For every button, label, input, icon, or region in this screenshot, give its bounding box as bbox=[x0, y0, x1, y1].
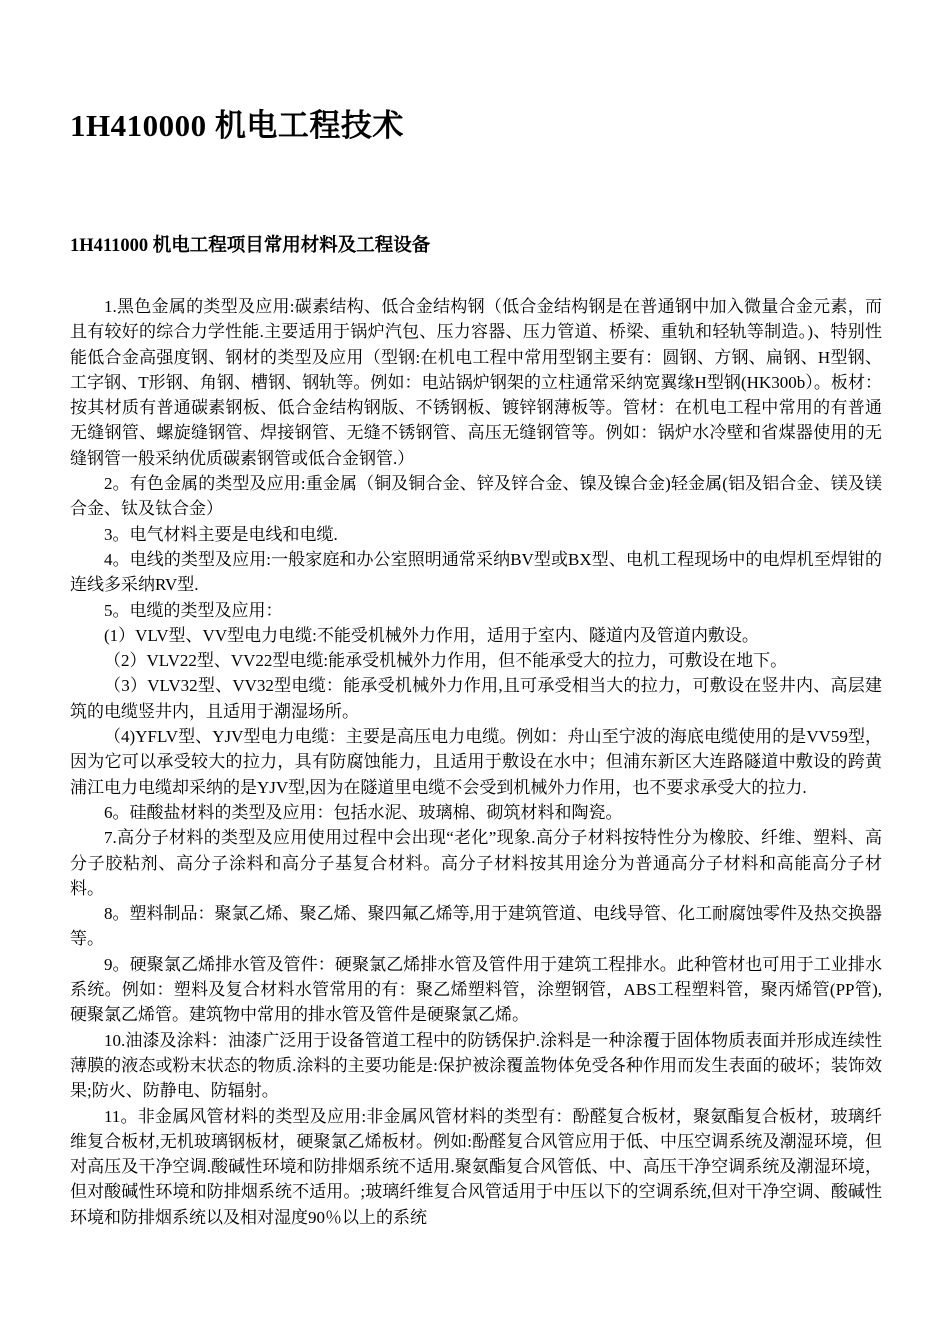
body-text bbox=[70, 294, 882, 1230]
paragraph-polymer-materials: 7.高分子材料的类型及应用使用过程中会出现“老化”现象.高分子材料按特性分为橡胶、纤维、塑料、高分子胶粘剂、高分子涂料和高分子基复合材料。高分子材料按其用途分为普通高分子材料和高能高分子材料。 bbox=[70, 828, 882, 898]
paragraph-cable-vlv32: （3）VLV32型、VV32型电缆：能承受机械外力作用,且可承受相当大的拉力，可敷设在竖井内、高层建筑的电缆竖井内，且适用于潮湿场所。 bbox=[70, 676, 882, 721]
paragraph-cable-types: 5。电缆的类型及应用： bbox=[104, 600, 283, 620]
paragraph-wire-types: 4。电线的类型及应用:一般家庭和办公室照明通常采纳BV型或BX型、电机工程现场中的电焊机至焊钳的连线多采纳RV型. bbox=[70, 549, 882, 595]
paragraph-cable-vlv-vv: (1）VLV型、VV型电力电缆:不能受机械外力作用，适用于室内、隧道内及管道内敷设。 bbox=[104, 625, 759, 645]
paragraph-plastic-products: 8。塑料制品：聚氯乙烯、聚乙烯、聚四氟乙烯等,用于建筑管道、电线导管、化工耐腐蚀零件及热交换器等。 bbox=[70, 904, 882, 949]
paragraph-pvc-drain-pipes: 9。硬聚氯乙烯排水管及管件：硬聚氯乙烯排水管及管件用于建筑工程排水。此种管材也可用于工业排水系统。例如：塑料及复合材料水管常用的有：聚乙烯塑料管，涂塑钢管，ABS工程塑料管，聚丙烯管(PP管),硬聚氯乙烯管。建筑物中常用的排水管及管件是硬聚氯乙烯。 bbox=[70, 954, 882, 1025]
paragraph-silicate-materials: 6。硅酸盐材料的类型及应用：包括水泥、玻璃棉、砌筑材料和陶瓷。 bbox=[104, 802, 623, 822]
paragraph-cable-vlv22: （2）VLV22型、VV22型电缆:能承受机械外力作用，但不能承受大的拉力，可敷设在地下。 bbox=[104, 651, 788, 671]
paragraph-nonmetal-ducts: 11。非金属风管材料的类型及应用:非金属风管材料的类型有：酚醛复合板材，聚氨酯复合板材，玻璃纤维复合板材,无机玻璃钢板材，硬聚氯乙烯板材。例如:酚醛复合风管应用于低、中压空调系统及潮湿环境，但对高压及干净空调.酸碱性环境和防排烟系统不适用.聚氨酯复合风管低、中、高压干净空调系统及潮湿环境，但对酸碱性环境和防排烟系统不适用。;玻璃纤维复合风管适用于中压以下的空调系统,但对干净空调、酸碱性环境和防排烟系统以及相对湿度90％以上的系统 bbox=[70, 1106, 882, 1227]
section-heading: 1H411000 机电工程项目常用材料及工程设备 bbox=[70, 236, 431, 256]
paragraph-ferrous-metals: 1.黑色金属的类型及应用:碳素结构、低合金结构钢（低合金结构钢是在普通钢中加入微量合金元素，而且有较好的综合力学性能.主要适用于锅炉汽包、压力容器、压力管道、桥梁、重轨和轻轨等制造。)、特别性能低合金高强度钢、钢材的类型及应用（型钢:在机电工程中常用型钢主要有：圆钢、方钢、扁钢、H型钢、工字钢、T形钢、角钢、槽钢、钢轨等。例如：电站锅炉钢架的立柱通常采纳宽翼缘H型钢(HK300b）。板材：按其材质有普通碳素钢板、低合金结构钢版、不锈钢板、镀锌钢薄板等。管材：在机电工程中常用的有普通无缝钢管、螺旋缝钢管、焊接钢管、无缝不锈钢管、高压无缝钢管等。例如：锅炉水冷壁和省煤器使用的无缝钢管一般采纳优质碳素钢管或低合金钢管.） bbox=[70, 297, 882, 468]
paragraph-nonferrous-metals: 2。有色金属的类型及应用:重金属（铜及铜合金、锌及锌合金、镍及镍合金)轻金属(铝及铝合金、镁及镁合金、钛及钛合金） bbox=[70, 474, 882, 519]
paragraph-cable-yflv-yjv: （4)YFLV型、YJV型电力电缆：主要是高压电力电缆。例如：舟山至宁波的海底电缆使用的是VV59型，因为它可以承受较大的拉力，具有防腐蚀能力，且适用于敷设在水中；但浦东新区大连路隧道中敷设的跨黄浦江电力电缆却采纳的是YJV型,因为在隧道里电缆不会受到机械外力作用，也不要求承受大的拉力. bbox=[70, 727, 882, 797]
document-title: 1H410000 机电工程技术 bbox=[70, 108, 404, 143]
paragraph-paints-coatings: 10.油漆及涂料：油漆广泛用于设备管道工程中的防锈保护.涂料是一种涂覆于固体物质表面并形成连续性薄膜的液态或粉末状态的物质.涂料的主要功能是:保护被涂覆盖物体免受各种作用而发生表面的破坏；装饰效果;防火、防静电、防辐射。 bbox=[70, 1030, 882, 1101]
paragraph-electrical-materials: 3。电气材料主要是电线和电缆. bbox=[104, 524, 338, 544]
